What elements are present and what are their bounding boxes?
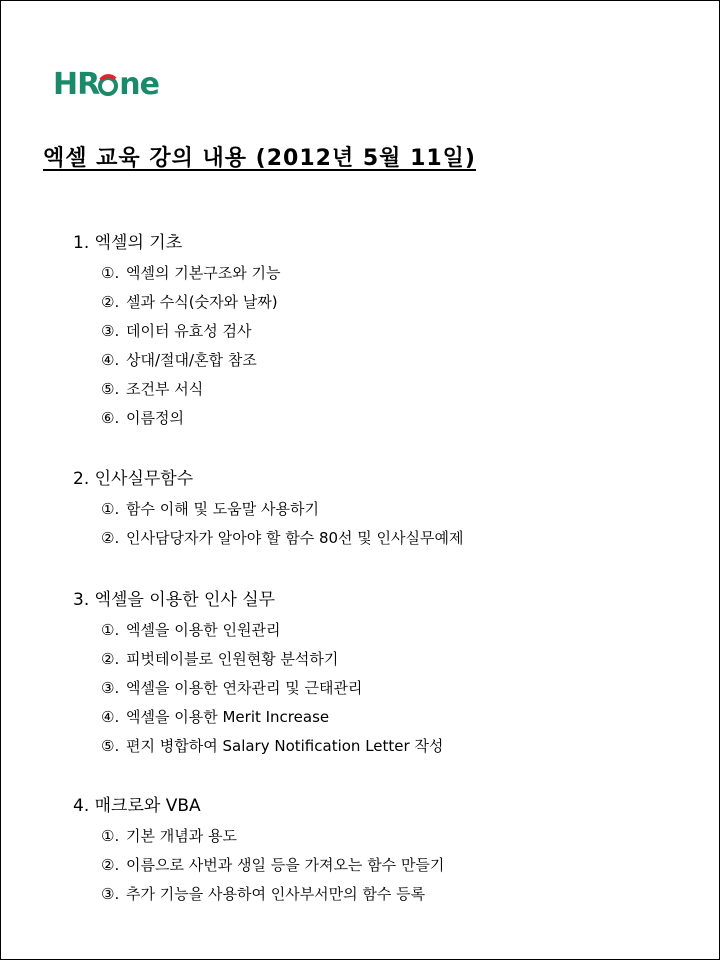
item-number: ②.: [101, 650, 120, 668]
item-text: 편지 병합하여 Salary Notification Letter 작성: [126, 737, 444, 755]
item-text: 엑셀의 기본구조와 기능: [126, 264, 281, 282]
item-number: ⑥.: [101, 409, 120, 427]
item-list: [101, 259, 693, 433]
section-4: [73, 792, 693, 909]
logo-ring-icon: [97, 72, 119, 98]
item-text: 조건부 서식: [126, 380, 204, 398]
list-item: [101, 703, 693, 732]
item-number: ①.: [101, 264, 120, 282]
item-number: ③.: [101, 322, 120, 340]
item-text: 함수 이해 및 도움말 사용하기: [126, 500, 319, 518]
item-number: ⑤.: [101, 737, 120, 755]
item-text: 이름정의: [126, 409, 184, 427]
list-item: [101, 288, 693, 317]
item-text: 기본 개념과 용도: [126, 827, 237, 845]
item-number: ①.: [101, 500, 120, 518]
item-number: ③.: [101, 679, 120, 697]
item-text: 인사담당자가 알아야 할 함수 80선 및 인사실무예제: [126, 529, 464, 547]
item-number: ④.: [101, 351, 120, 369]
page-title: 엑셀 교육 강의 내용 (2012년 5월 11일): [43, 146, 476, 171]
list-item: [101, 880, 693, 909]
item-number: ②.: [101, 856, 120, 874]
item-text: 피벗테이블로 인원현황 분석하기: [126, 650, 339, 668]
list-item: [101, 851, 693, 880]
logo-text-left: HR: [53, 67, 100, 102]
section-1: [73, 229, 693, 433]
list-item: [101, 645, 693, 674]
section-heading: 3. 엑셀을 이용한 인사 실무: [73, 590, 276, 610]
list-item: [101, 822, 693, 851]
list-item: [101, 732, 693, 761]
item-text: 데이터 유효성 검사: [126, 322, 252, 340]
list-item: [101, 616, 693, 645]
list-item: [101, 674, 693, 703]
list-item: [101, 495, 693, 524]
item-number: ②.: [101, 529, 120, 547]
item-text: 추가 기능을 사용하여 인사부서만의 함수 등록: [126, 885, 426, 903]
item-number: ⑤.: [101, 380, 120, 398]
item-text: 이름으로 사번과 생일 등을 가져오는 함수 만들기: [126, 856, 445, 874]
item-number: ③.: [101, 885, 120, 903]
item-number: ①.: [101, 621, 120, 639]
item-number: ①.: [101, 827, 120, 845]
section-heading: 4. 매크로와 VBA: [73, 796, 201, 816]
item-number: ④.: [101, 708, 120, 726]
section-2: [73, 465, 693, 553]
item-text: 셀과 수식(숫자와 날짜): [126, 293, 278, 311]
list-item: [101, 317, 693, 346]
item-list: [101, 822, 693, 909]
item-list: [101, 616, 693, 761]
hrone-logo: [53, 65, 159, 105]
item-text: 엑셀을 이용한 인원관리: [126, 621, 281, 639]
list-item: [101, 346, 693, 375]
section-heading: 2. 인사실무함수: [73, 469, 194, 489]
section-heading: 1. 엑셀의 기초: [73, 233, 183, 253]
item-text: 엑셀을 이용한 Merit Increase: [126, 708, 330, 726]
item-number: ②.: [101, 293, 120, 311]
list-item: [101, 524, 693, 553]
item-text: 엑셀을 이용한 연차관리 및 근태관리: [126, 679, 363, 697]
list-item: [101, 404, 693, 433]
list-item: [101, 259, 693, 288]
section-3: [73, 586, 693, 761]
item-list: [101, 495, 693, 553]
list-item: [101, 375, 693, 404]
item-text: 상대/절대/혼합 참조: [126, 351, 257, 369]
logo-text-right: ne: [119, 67, 159, 102]
